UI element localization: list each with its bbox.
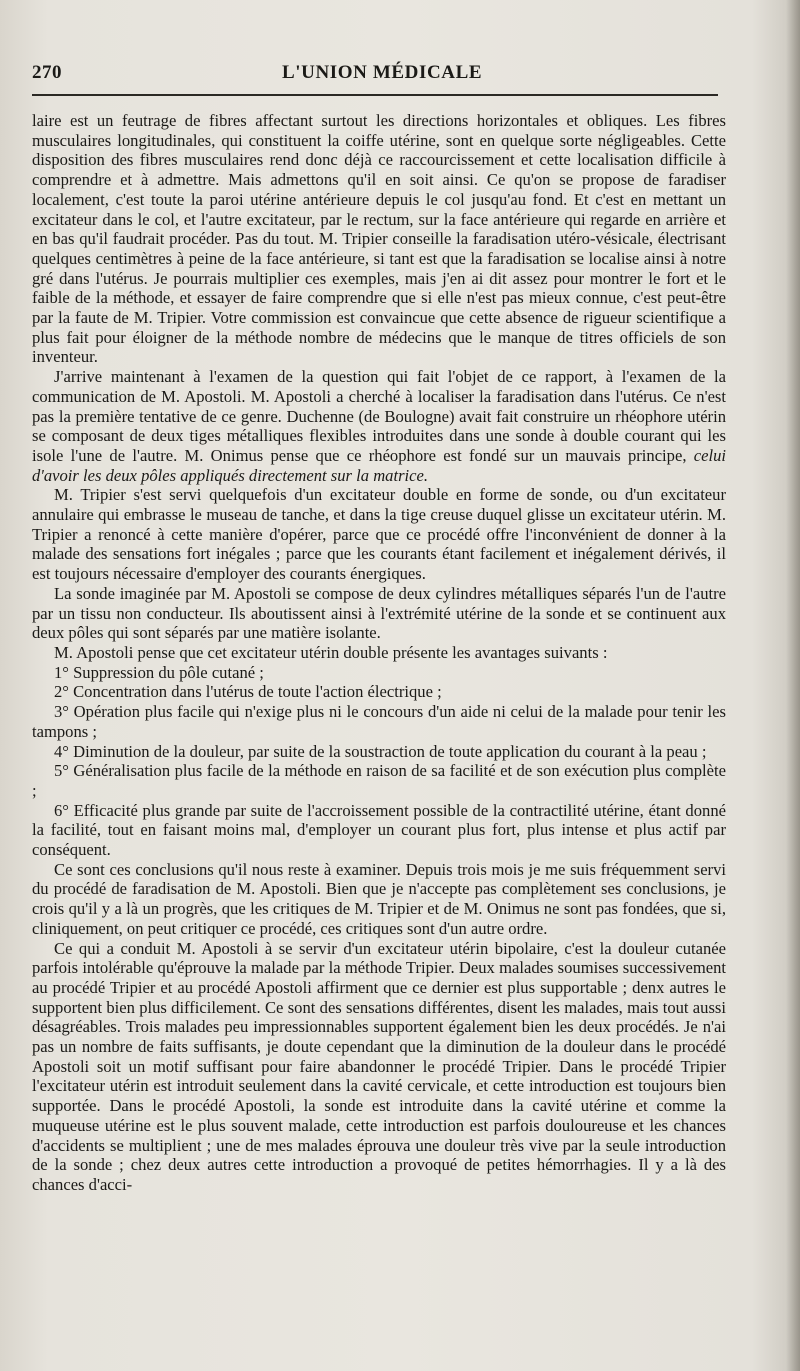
article-body — [32, 111, 726, 1195]
list-item: 4° Diminution de la douleur, par suite de la soustraction de toute application du courant à la peau ; — [54, 741, 707, 761]
paragraph: M. Tripier s'est servi quelquefois d'un excitateur double en forme de sonde, ou d'un excitateur annulaire qui embrasse le museau de tanche, et dans la tige creuse duquel glisse un excitateur utérin. M. Tripier a renoncé à cette manière d'opérer, parce que ce procédé offre l'inconvénient de donner à la malade des sensations fort inégales ; parce que les courants étant facilement et inégalement dérivés, il est toujours nécessaire d'employer des courants énergiques. — [32, 485, 726, 584]
page-header — [32, 62, 718, 92]
paragraph-text: J'arrive maintenant à l'examen de la question qui fait l'objet de ce rapport, à l'examen de la communication de M. Apostoli. M. Apostoli a cherché à localiser la faradisation dans l'utérus. Ce n'est pas la première tentative de ce genre. Duchenne (de Boulogne) avait fait construire un rhéophore utérin se composant de deux tiges métalliques flexibles introduites dans une sonde à double courant qui les isole l'une de l'autre. M. Onimus pense que ce rhéophore est fondé sur un mauvais principe, — [32, 367, 726, 465]
header-rule — [32, 94, 718, 96]
paragraph: laire est un feutrage de fibres affectant surtout les directions horizontales et obliques. Les fibres musculaires longitudinales, qui constituent la coiffe utérine, sont en quelque sorte négligeables. Cette disposition des fibres musculaires rend donc déjà ce raccourcissement et cette localisation difficile à comprendre et à admettre. Mais admettons qu'il en soit ainsi. Ce qu'on se propose de faradiser localement, c'est toute la paroi utérine antérieure depuis le col jusqu'au fond. Et c'est en mettant un excitateur dans le col, et l'autre excitateur, par le rectum, sur la face antérieure qui regarde en arrière et en bas qu'il faudrait procéder. Pas du tout. M. Tripier conseille la faradisation utéro-vésicale, électrisant quelques centimètres à peine de la face antérieure, si tant est que la faradisation se localise ainsi à notre gré dans l'utérus. Je pourrais multiplier ces exemples, mais j'en ai dit assez pour montrer le fort et le faible de la méthode, et essayer de faire comprendre que si elle n'est pas mieux connue, c'est peut-être par la faute de M. Tripier. Votre commission est convaincue que cette absence de rigueur scientifique a plus fait pour éloigner de la méthode nombre de médecins que le manque de titres officiels de son inventeur. — [32, 111, 726, 367]
list-item: 6° Efficacité plus grande par suite de l'accroissement possible de la contractilité utérine, étant donné la facilité, tout en faisant moins mal, d'employer un courant plus fort, plus intense et plus actif par conséquent. — [32, 800, 726, 860]
italic-quote: celui d'avoir les deux pôles appliqués directement sur la matrice. — [32, 445, 726, 485]
paragraph: Ce sont ces conclusions qu'il nous reste à examiner. Depuis trois mois je me suis fréquemment servi du procédé de faradisation de M. Apostoli. Bien que je n'accepte pas complètement ses conclusions, je crois qu'il y a là un progrès, que les critiques de M. Tripier et de M. Onimus ne sont pas fondées, que si, cliniquement, on peut critiquer ce procédé, ces critiques sont d'un autre ordre. — [32, 859, 726, 938]
list-item: 1° Suppression du pôle cutané ; — [54, 662, 264, 682]
paragraph — [32, 367, 726, 485]
paragraph: La sonde imaginée par M. Apostoli se compose de deux cylindres métalliques séparés l'un de l'autre par un tissu non conducteur. Ils aboutissent ainsi à l'extrémité utérine de la sonde et se continuent aux deux pôles qui sont séparés par une matière isolante. — [32, 583, 726, 643]
paragraph: M. Apostoli pense que cet excitateur utérin double présente les avantages suivants : — [54, 642, 608, 662]
paragraph: Ce qui a conduit M. Apostoli à se servir d'un excitateur utérin bipolaire, c'est la douleur cutanée parfois intolérable qu'éprouve la malade par la méthode Tripier. Deux malades soumises successivement au procédé Tripier et au procédé Apostoli affirment que ce dernier est plus supportable ; denx autres le supportent bien plus difficilement. Ce sont des sensations différentes, disent les malades, mais tout aussi désagréables. Trois malades peu impressionnables supportent également bien les deux procédés. Je n'ai pas un nombre de faits suffisants, je doute cependant que la diminution de la douleur dans le procédé Apostoli soit un motif suffisant pour faire abandonner le procédé Tripier. Dans le procédé Tripier l'excitateur utérin est introduit seulement dans la cavité cervicale, et cette introduction est toujours bien supportée. Dans le procédé Apostoli, la sonde est introduite dans la cavité utérine et comme la muqueuse utérine est le plus souvent malade, cette introduction est parfois douloureuse et les chances d'accidents se multiplient ; une de mes malades éprouva une douleur très vive par la seule introduction de la sonde ; chez deux autres cette introduction a provoqué de petites hémorrhagies. Il y a là des chances d'acci- — [32, 938, 726, 1194]
list-item: 5° Généralisation plus facile de la méthode en raison de sa facilité et de son exécution plus complète ; — [32, 761, 726, 800]
page-number: 270 — [32, 62, 62, 83]
running-title: L'UNION MÉDICALE — [282, 62, 483, 83]
list-item: 2° Concentration dans l'utérus de toute l'action électrique ; — [54, 682, 442, 702]
list-item: 3° Opération plus facile qui n'exige plus ni le concours d'un aide ni celui de la malade pour tenir les tampons ; — [32, 702, 726, 741]
page-edge-shadow — [786, 0, 800, 1371]
